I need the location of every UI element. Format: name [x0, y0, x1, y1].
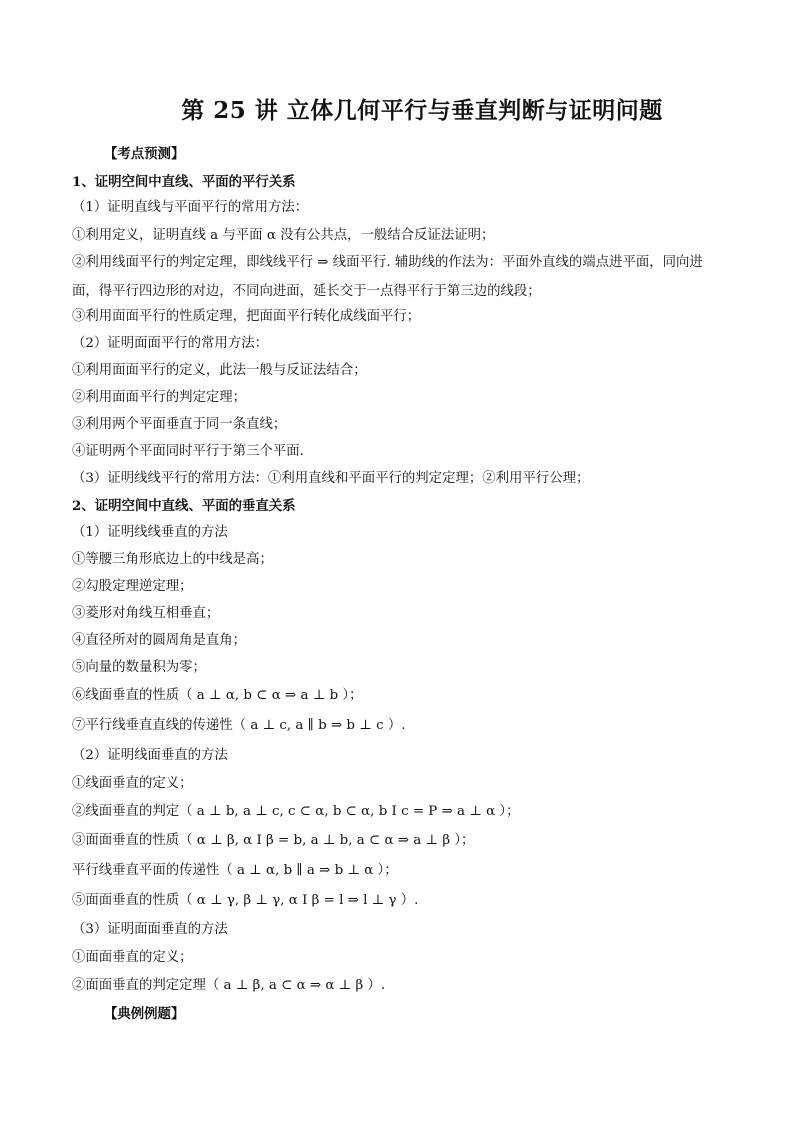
text-item: ②线面垂直的判定（ a ⊥ b, a ⊥ c, c ⊂ α, b ⊂ α, b I c = P ⇒ a ⊥ α ）； [72, 804, 520, 819]
text-item: ①利用面面平行的定义，此法一般与反证法结合； [72, 363, 367, 378]
text-item: ②利用线面平行的判定定理，即线线平行 ⇒ 线面平行. 辅助线的作法为：平面外直线的端点进平面，同向进面，得平行四边形的对边，不同向进面，延长交于一点得平行于第三边的线段； [72, 255, 703, 299]
text-item: ③利用两个平面垂直于同一条直线； [72, 417, 287, 432]
section-label-dianli: 【典例例题】 [104, 1006, 185, 1022]
text-item: ④证明两个平面同时平行于第三个平面. [72, 444, 304, 459]
subheading-line-line-perp: （1）证明线线垂直的方法 [72, 525, 228, 540]
heading-parallel: 1、证明空间中直线、平面的平行关系 [72, 174, 296, 190]
text-item: ③面面垂直的性质（ α ⊥ β, α I β = b, a ⊥ b, a ⊂ α ⇒ a ⊥ β ）； [72, 833, 475, 848]
subheading-line-plane-parallel: （1）证明直线与平面平行的常用方法： [72, 200, 309, 215]
text-item: ②利用面面平行的判定定理； [72, 390, 247, 405]
subheading-plane-plane-perp: （3）证明面面垂直的方法 [72, 922, 228, 937]
text-item: ①等腰三角形底边上的中线是高； [72, 552, 273, 567]
text-item: 平行线垂直平面的传递性（ a ⊥ α, b ∥ a ⇒ b ⊥ α ）； [72, 863, 398, 878]
text-item: ①利用定义，证明直线 a 与平面 α 没有公共点，一般结合反证法证明； [72, 228, 495, 243]
text-item: ⑤向量的数量积为零； [72, 660, 206, 675]
text-item: ①面面垂直的定义； [72, 950, 193, 965]
section-label-kaodian: 【考点预测】 [104, 146, 185, 162]
text-item: ③利用面面平行的性质定理，把面面平行转化成线面平行； [72, 309, 421, 324]
subheading-line-line-parallel: （3）证明线线平行的常用方法：①利用直线和平面平行的判定定理；②利用平行公理； [72, 471, 590, 486]
subheading-plane-plane-parallel: （2）证明面面平行的常用方法： [72, 336, 268, 351]
text-item: ④直径所对的圆周角是直角； [72, 633, 247, 648]
text-item: ①线面垂直的定义； [72, 776, 193, 791]
text-item: ②面面垂直的判定定理（ a ⊥ β, a ⊂ α ⇒ α ⊥ β ）. [72, 978, 386, 993]
text-item: ③菱形对角线互相垂直； [72, 606, 220, 621]
text-item: ②勾股定理逆定理； [72, 579, 193, 594]
text-item: ⑤面面垂直的性质（ α ⊥ γ, β ⊥ γ, α I β = l ⇒ l ⊥ γ ）. [72, 893, 419, 908]
heading-perpendicular: 2、证明空间中直线、平面的垂直关系 [72, 498, 296, 514]
page-title: 第 25 讲 立体几何平行与垂直判断与证明问题 [181, 97, 663, 124]
text-item: ⑦平行线垂直直线的传递性（ a ⊥ c, a ∥ b ⇒ b ⊥ c ）. [72, 718, 406, 733]
subheading-line-plane-perp: （2）证明线面垂直的方法 [72, 748, 228, 763]
text-item: ⑥线面垂直的性质（ a ⊥ α, b ⊂ α ⇒ a ⊥ b ）； [72, 688, 363, 703]
